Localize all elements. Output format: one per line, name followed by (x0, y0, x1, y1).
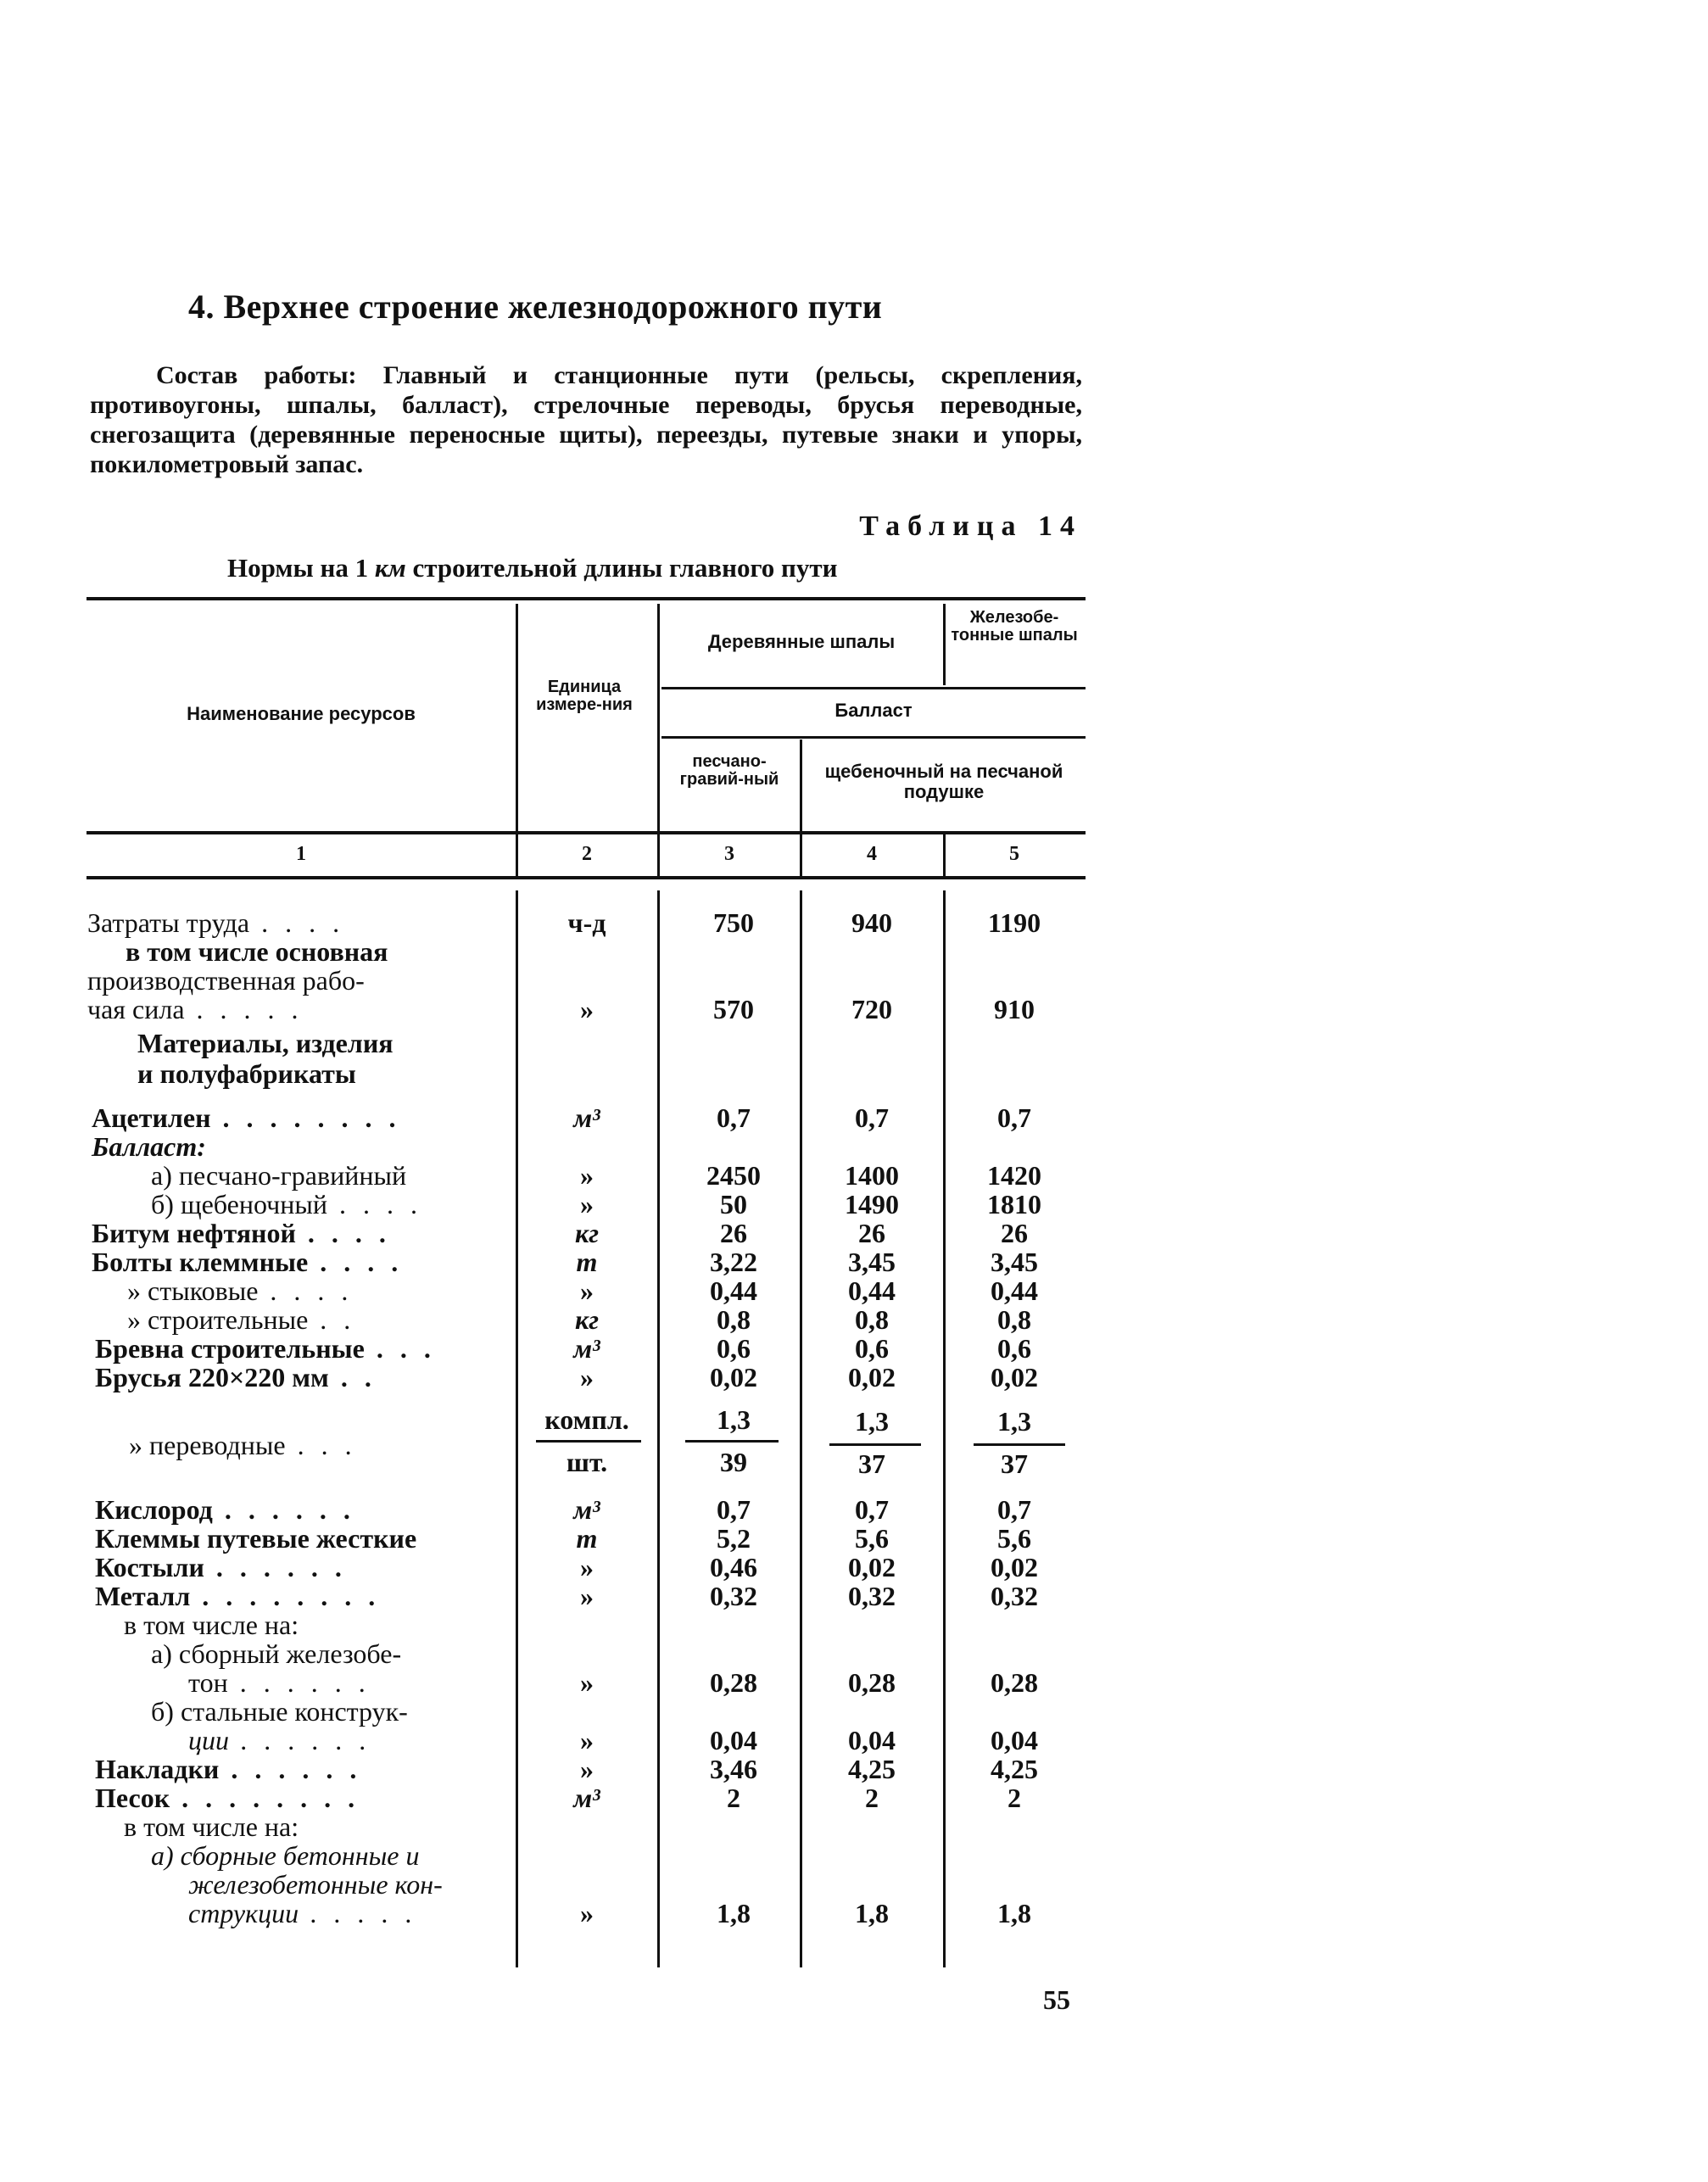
row-name: а) сборный железобе- (151, 1638, 402, 1669)
row-value-4: 1,3 (855, 1406, 889, 1437)
row-value-4: 0,02 (848, 1362, 896, 1392)
row-value-4: 0,32 (848, 1581, 896, 1611)
table-row (0, 1783, 1708, 1813)
row-value-5: 1420 (987, 1160, 1041, 1191)
row-name: а) сборные бетонные и (151, 1840, 420, 1871)
section-title: 4. Верхнее строение железнодорожного пути (188, 287, 883, 326)
header-unit: Единица измере-ния (536, 678, 633, 714)
table-row (0, 965, 1708, 996)
work-label: Состав работы: (156, 361, 357, 389)
row-value-5: 2 (1007, 1783, 1021, 1813)
row-value-5: 0,44 (991, 1275, 1038, 1306)
table-row (0, 1696, 1708, 1727)
row-value-3: 3,46 (710, 1754, 757, 1784)
table-row (0, 1131, 1708, 1162)
row-value-5: 0,8 (997, 1304, 1031, 1335)
row-value-3: 3,22 (710, 1247, 757, 1277)
row-value-3: 0,28 (710, 1667, 757, 1698)
table-row (0, 1610, 1708, 1640)
caption-suffix: строительной длины главного пути (405, 553, 838, 583)
row-unit: » (580, 1667, 594, 1698)
table-caption (227, 553, 838, 583)
row-value-3: 0,32 (710, 1581, 757, 1611)
row-value-4-secondary: 37 (858, 1448, 885, 1479)
row-unit: м³ (573, 1333, 600, 1364)
table-row (0, 1638, 1708, 1669)
row-unit: кг (574, 1218, 600, 1248)
row-value-4: 940 (851, 907, 892, 938)
row-name: производственная рабо- (87, 965, 365, 996)
row-value-3: 0,7 (717, 1494, 751, 1525)
row-unit: ч-д (567, 907, 606, 938)
row-value-5: 1,8 (997, 1898, 1031, 1928)
table-row (0, 1811, 1708, 1842)
row-unit: компл. (544, 1404, 629, 1435)
row-value-3: 1,8 (717, 1898, 751, 1928)
row-value-5: 1810 (987, 1189, 1041, 1219)
table-row (0, 1102, 1708, 1133)
row-name: Болты клеммные . . . . (92, 1247, 404, 1277)
table-row (0, 994, 1708, 1024)
table-row (0, 1218, 1708, 1248)
row-name: в том числе основная (126, 936, 388, 967)
row-value-5: 0,32 (991, 1581, 1038, 1611)
row-name: чая сила . . . . . (87, 994, 304, 1024)
row-value-3: 0,02 (710, 1362, 757, 1392)
row-value-4: 4,25 (848, 1754, 896, 1784)
row-value-3: 2 (727, 1783, 740, 1813)
row-value-5: 1,3 (997, 1406, 1031, 1437)
table-row (0, 1404, 1708, 1481)
row-unit: т (576, 1247, 598, 1277)
row-value-3-secondary: 39 (720, 1447, 747, 1477)
row-name: » строительные . . (127, 1304, 356, 1335)
row-value-5: 4,25 (991, 1754, 1038, 1784)
header-vrule-1 (516, 604, 518, 877)
header-wooden: Деревянные шпалы (707, 631, 896, 652)
row-name: а) песчано-гравийный (151, 1160, 407, 1191)
row-value-5: 0,28 (991, 1667, 1038, 1698)
row-value-3: 570 (713, 994, 754, 1024)
fraction-bar-3 (685, 1440, 779, 1443)
table-number: Таблица 14 (859, 511, 1082, 542)
table-row (0, 907, 1708, 938)
row-unit-secondary: шт. (566, 1447, 608, 1477)
header-rule-ballast (661, 687, 1086, 689)
row-value-5: 0,7 (997, 1102, 1031, 1133)
table-row (0, 1840, 1708, 1871)
row-name: Материалы, изделия (137, 1028, 394, 1058)
row-unit: » (580, 1362, 594, 1392)
col-number-3: 3 (724, 843, 734, 865)
row-value-5: 1190 (987, 907, 1041, 938)
row-value-3: 0,8 (717, 1304, 751, 1335)
row-value-3: 26 (720, 1218, 747, 1248)
header-concrete: Железобе-тонные шпалы (951, 608, 1078, 645)
row-value-4: 0,7 (855, 1494, 889, 1525)
header-vrule-5 (943, 834, 946, 877)
row-value-4: 0,28 (848, 1667, 896, 1698)
header-vrule-3 (800, 739, 802, 877)
table-row (0, 1189, 1708, 1219)
table-row (0, 1581, 1708, 1611)
row-value-3: 0,04 (710, 1725, 757, 1755)
fraction-bar-5 (974, 1443, 1065, 1446)
table-row (0, 1304, 1708, 1335)
header-rule-types (661, 736, 1086, 739)
row-value-5-secondary: 37 (1001, 1448, 1028, 1479)
row-value-3: 0,46 (710, 1552, 757, 1582)
row-value-4: 0,8 (855, 1304, 889, 1335)
row-value-3: 1,3 (717, 1404, 751, 1435)
table-row (0, 1552, 1708, 1582)
page-number: 55 (1043, 1984, 1070, 2015)
row-name: и полуфабрикаты (137, 1058, 356, 1089)
row-value-4: 0,02 (848, 1552, 896, 1582)
table-row (0, 1494, 1708, 1525)
header-bottom-rule (87, 831, 1086, 834)
row-unit: » (580, 1754, 594, 1784)
header-ballast: Балласт (834, 700, 913, 721)
fraction-bar-unit (536, 1440, 641, 1443)
row-name: б) стальные конструк- (151, 1696, 408, 1727)
table-row (0, 1523, 1708, 1554)
row-name: » переводные . . . (129, 1430, 357, 1460)
col-number-1: 1 (296, 843, 306, 865)
row-name: Песок . . . . . . . . (95, 1783, 360, 1813)
header-vrule-4 (943, 604, 946, 685)
row-value-5: 0,02 (991, 1362, 1038, 1392)
row-name: Накладки . . . . . . (95, 1754, 362, 1784)
row-name: Балласт: (92, 1131, 206, 1162)
table-row (0, 1247, 1708, 1277)
colnum-bottom-rule (87, 876, 1086, 879)
header-resource: Наименование ресурсов (187, 703, 416, 724)
table-row (0, 1725, 1708, 1755)
row-name: Брусья 220×220 мм . . (95, 1362, 377, 1392)
row-name: Клеммы путевые жесткие (95, 1523, 417, 1554)
row-value-4: 26 (858, 1218, 885, 1248)
table-row (0, 1869, 1708, 1900)
table-row (0, 1160, 1708, 1191)
row-name: тон . . . . . . (188, 1667, 371, 1698)
row-value-4: 0,44 (848, 1275, 896, 1306)
row-name: Металл . . . . . . . . (95, 1581, 381, 1611)
row-name: Затраты труда . . . . (87, 907, 345, 938)
header-crushed: щебеночный на песчаной подушке (824, 761, 1063, 802)
caption-unit: км (374, 553, 406, 583)
table-row (0, 1028, 1708, 1058)
row-value-4: 0,7 (855, 1102, 889, 1133)
table-row (0, 936, 1708, 967)
col-number-2: 2 (582, 843, 592, 865)
row-value-3: 50 (720, 1189, 747, 1219)
row-value-5: 26 (1001, 1218, 1028, 1248)
table-row (0, 1333, 1708, 1364)
table-row (0, 1754, 1708, 1784)
row-name: Кислород . . . . . . (95, 1494, 355, 1525)
row-name: струкции . . . . . (188, 1898, 418, 1928)
table-top-rule (87, 597, 1086, 600)
row-value-4: 0,6 (855, 1333, 889, 1364)
row-value-4: 1400 (845, 1160, 899, 1191)
row-value-3: 750 (713, 907, 754, 938)
row-value-3: 0,7 (717, 1102, 751, 1133)
row-value-4: 720 (851, 994, 892, 1024)
table-row (0, 1058, 1708, 1089)
caption-prefix: Нормы на 1 (227, 553, 375, 583)
row-name: железобетонные кон- (188, 1869, 443, 1900)
row-unit: » (580, 1160, 594, 1191)
table-row (0, 1275, 1708, 1306)
row-unit: » (580, 1898, 594, 1928)
row-unit: кг (574, 1304, 600, 1335)
row-unit: » (580, 994, 594, 1024)
row-name: в том числе на: (124, 1610, 299, 1640)
row-name: Ацетилен . . . . . . . . (92, 1102, 401, 1133)
row-value-5: 0,6 (997, 1333, 1031, 1364)
row-name: » стыковые . . . . (127, 1275, 354, 1306)
work-text: Главный и станционные пути (рельсы, скрепления, противоугоны, шпалы, балласт), стрелочные переводы, брусья переводные, снегозащита (деревянные переносные щиты), переезды, путевые знаки и упоры, покилометровый запас. (90, 361, 1082, 478)
row-name: ции . . . . . . (188, 1725, 371, 1755)
row-value-4: 5,6 (855, 1523, 889, 1554)
row-name: Битум нефтяной . . . . (92, 1218, 391, 1248)
row-unit: т (576, 1523, 598, 1554)
row-value-3: 2450 (706, 1160, 761, 1191)
row-unit: » (580, 1552, 594, 1582)
row-unit: м³ (573, 1102, 600, 1133)
row-name: Костыли . . . . . . (95, 1552, 347, 1582)
col-number-4: 4 (867, 843, 877, 865)
work-composition (90, 360, 1082, 479)
row-value-4: 2 (865, 1783, 879, 1813)
row-value-3: 0,6 (717, 1333, 751, 1364)
row-name: Бревна строительные . . . (95, 1333, 436, 1364)
header-sand-gravel: песчано-гравий-ный (679, 752, 779, 789)
row-unit: м³ (573, 1783, 600, 1813)
row-value-3: 5,2 (717, 1523, 751, 1554)
row-unit: м³ (573, 1494, 600, 1525)
row-name: в том числе на: (124, 1811, 299, 1842)
row-value-5: 5,6 (997, 1523, 1031, 1554)
table-row (0, 1362, 1708, 1392)
row-unit: » (580, 1189, 594, 1219)
table-row (0, 1898, 1708, 1928)
row-unit: » (580, 1275, 594, 1306)
row-value-5: 0,04 (991, 1725, 1038, 1755)
row-name: б) щебеночный . . . . (151, 1189, 422, 1219)
row-value-3: 0,44 (710, 1275, 757, 1306)
col-number-5: 5 (1009, 843, 1019, 865)
row-unit: » (580, 1725, 594, 1755)
fraction-bar-4 (829, 1443, 921, 1446)
row-value-5: 3,45 (991, 1247, 1038, 1277)
row-value-4: 1,8 (855, 1898, 889, 1928)
row-value-4: 1490 (845, 1189, 899, 1219)
row-value-5: 910 (994, 994, 1035, 1024)
header-vrule-2 (657, 604, 660, 877)
row-unit: » (580, 1581, 594, 1611)
row-value-5: 0,7 (997, 1494, 1031, 1525)
row-value-4: 0,04 (848, 1725, 896, 1755)
table-row (0, 1667, 1708, 1698)
row-value-4: 3,45 (848, 1247, 896, 1277)
row-value-5: 0,02 (991, 1552, 1038, 1582)
